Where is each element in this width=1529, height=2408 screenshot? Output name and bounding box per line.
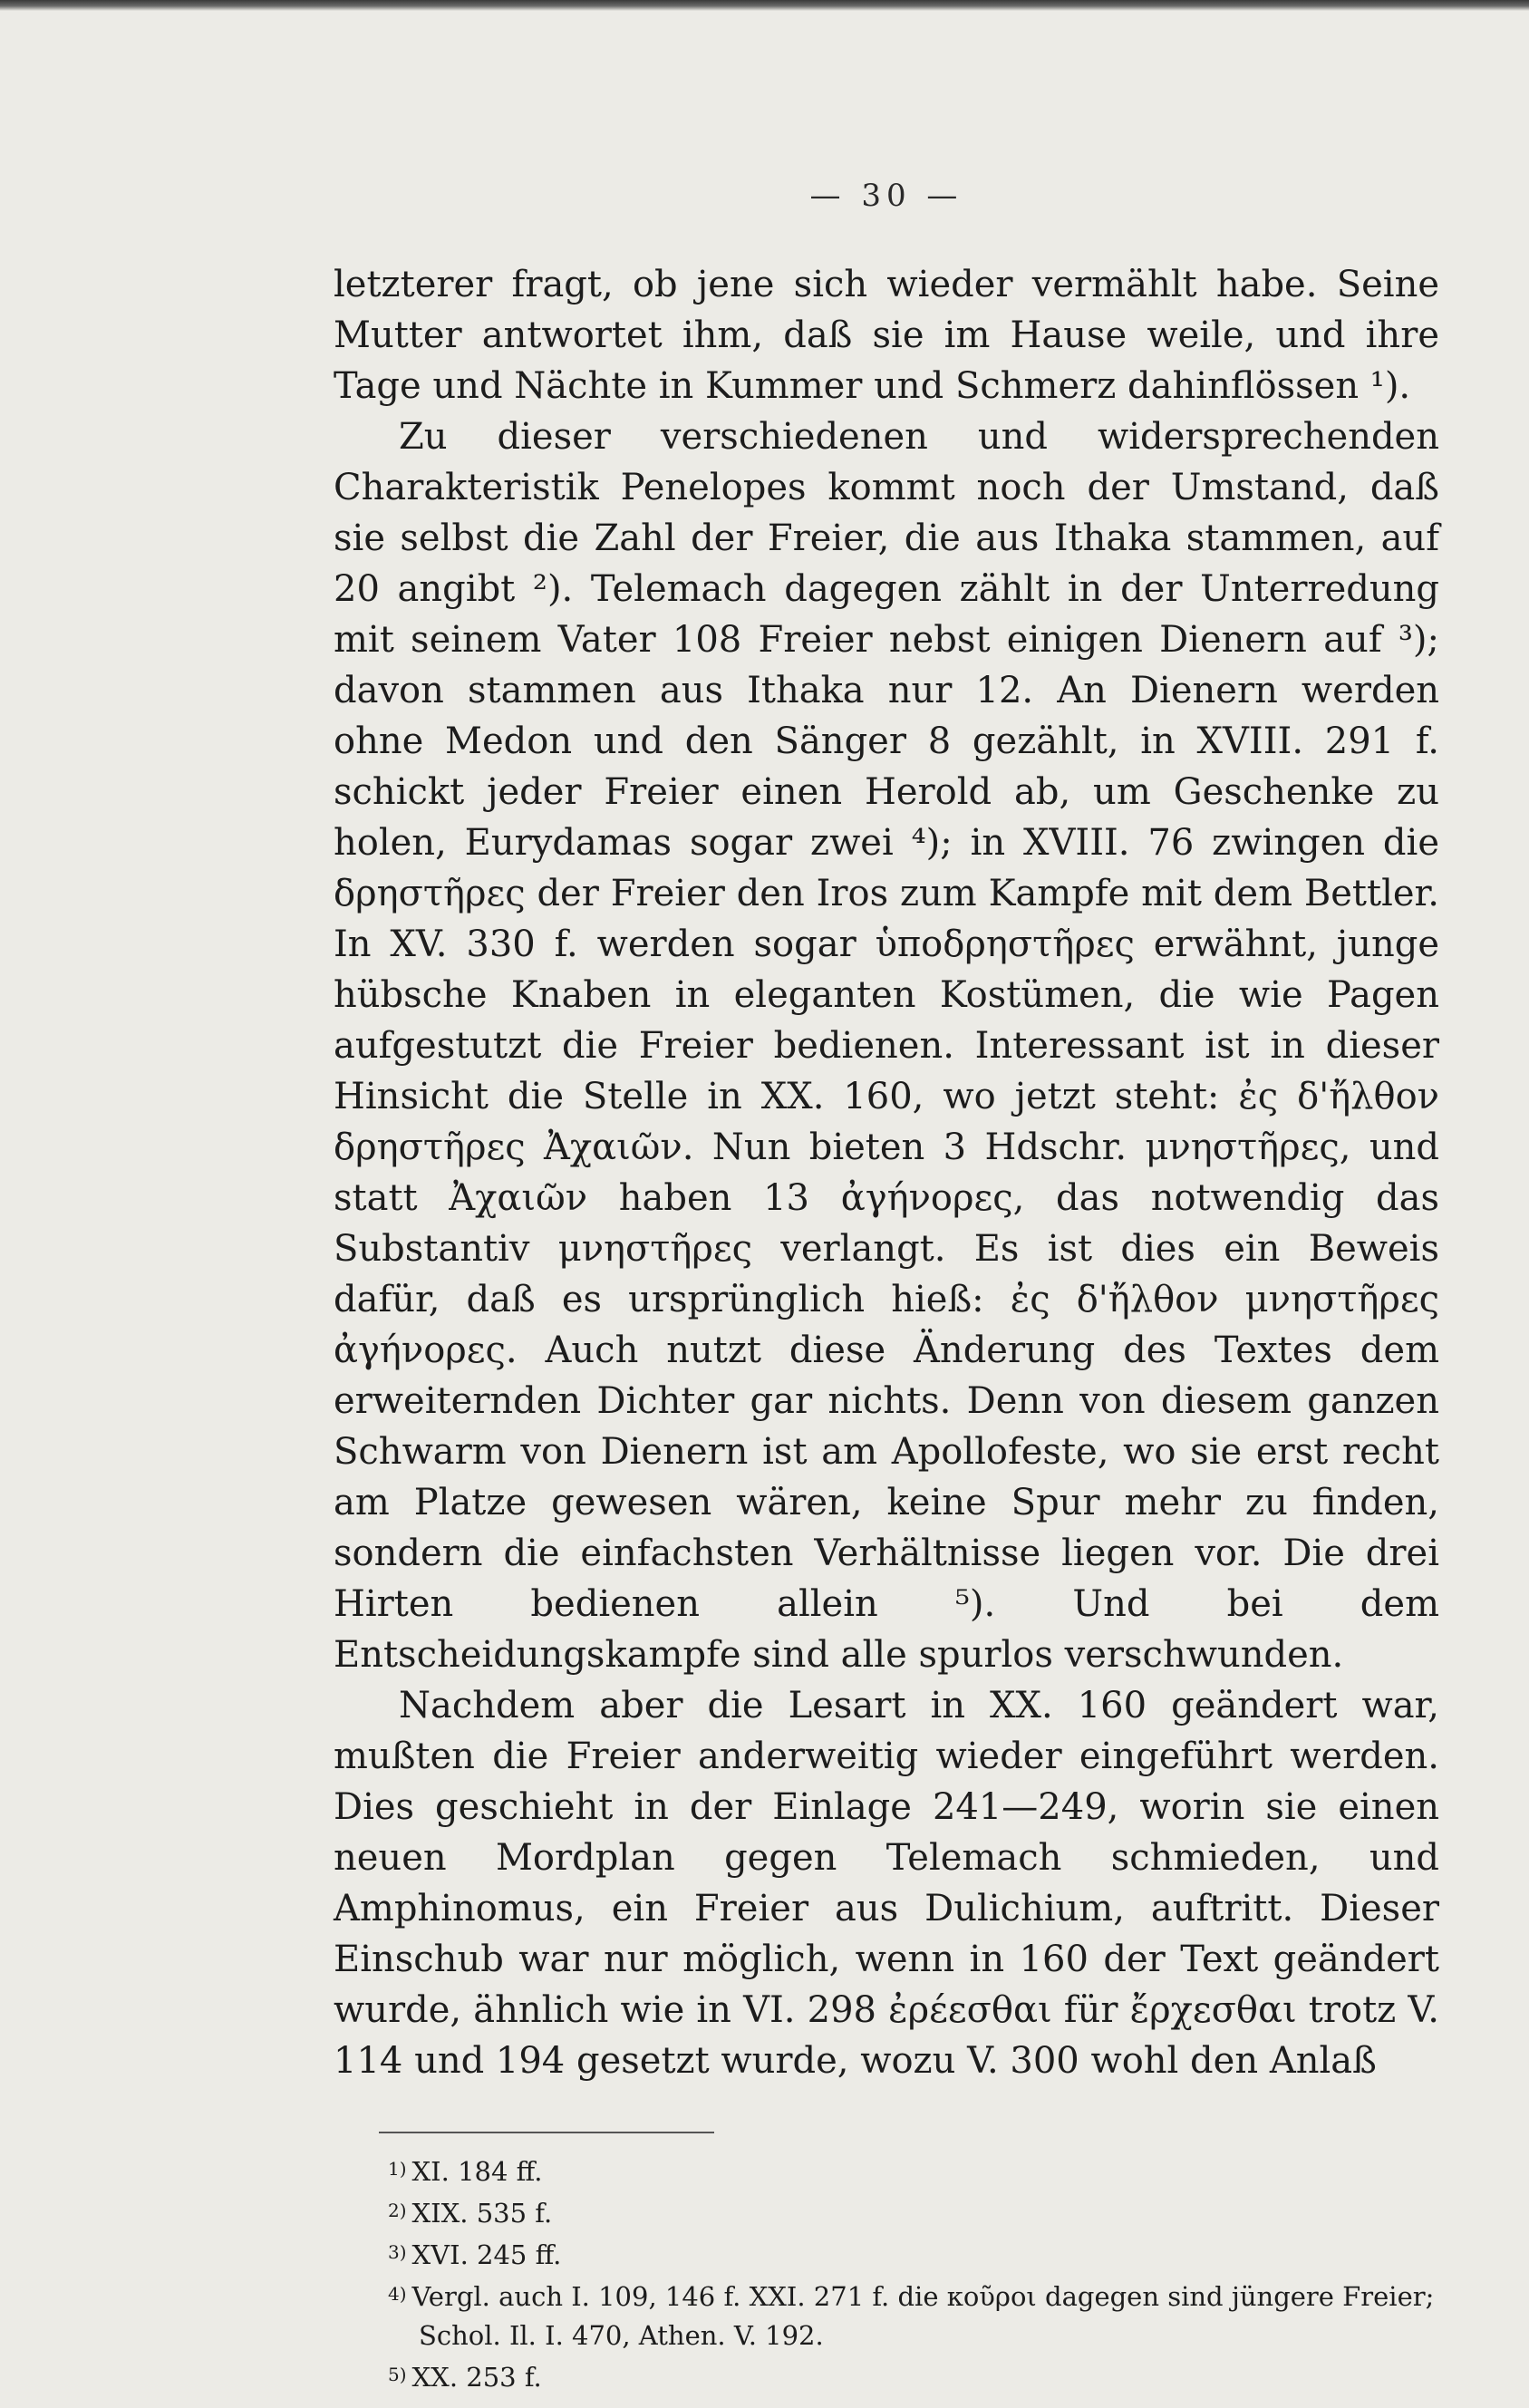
footnote-text: XX. 253 f. (411, 2362, 542, 2393)
footnote-text: XI. 184 ff. (411, 2156, 543, 2187)
page-number: — 30 — (809, 178, 963, 214)
footnote-5 (334, 2355, 1439, 2397)
paragraph-1: letzterer fragt, ob jene sich wieder vermählt habe. Seine Mutter antwortet ihm, daß sie im Hause weile, und ihre Tage und Nächte in Kummer und Schmerz dahinflössen ¹). (334, 264, 1439, 407)
paragraph-3: Nachdem aber die Lesart in XX. 160 geändert war, mußten die Freier anderweitig wieder eingeführt werden. Dies geschieht in der Einlage 241—249, worin sie einen neuen Mordplan gegen Telemach schmieden, und Amphinomus, ein Freier aus Dulichium, auftritt. Dieser Einschub war nur möglich, wenn in 160 der Text geändert wurde, ähnlich wie in VI. 298 ἐρέεσθαι für ἔρχεσθαι trotz V. 114 und 194 gesetzt wurde, wozu V. 300 wohl den Anlaß (334, 1685, 1439, 2082)
book-page (334, 178, 1439, 2397)
footnote-mark: 3) (388, 2241, 407, 2263)
footnote-mark: 1) (388, 2158, 407, 2180)
footnote-mark: 4) (388, 2283, 407, 2305)
page-top-edge (0, 0, 1529, 11)
footnote-mark: 5) (388, 2364, 407, 2385)
body-text (334, 259, 1439, 2086)
footnote-text: XVI. 245 ff. (411, 2239, 562, 2270)
paragraph-2: Zu dieser verschiedenen und widersprechenden Charakteristik Penelopes kommt noch der Umstand, daß sie selbst die Zahl der Freier, die aus Ithaka stammen, auf 20 angibt ²). Telemach dagegen zählt in der Unterredung mit seinem Vater 108 Freier nebst einigen Dienern auf ³); davon stammen aus Ithaka nur 12. An Dienern werden ohne Medon und den Sänger 8 gezählt, in XVIII. 291 f. schickt jeder Freier einen Herold ab, um Geschenke zu holen, Eurydamas sogar zwei ⁴); in XVIII. 76 zwingen die δρηστῆρες der Freier den Iros zum Kampfe mit dem Bettler. In XV. 330 f. werden sogar ὑποδρηστῆρες erwähnt, junge hübsche Knaben in eleganten Kostümen, die wie Pagen aufgestutzt die Freier bedienen. Interessant ist in dieser Hinsicht die Stelle in XX. 160, wo jetzt steht: ἐς δ'ἤλθον δρηστῆρες Ἀχαιῶν. Nun bieten 3 Hdschr. μνηστῆρες, und statt Ἀχαιῶν haben 13 ἀγήνορες, das notwendig das Substantiv μνηστῆρες verlangt. Es ist dies ein Beweis dafür, daß es ursprünglich hieß: ἐς δ'ἤλθον μνηστῆρες ἀγήνορες. Auch nutzt diese Änderung des Textes dem erweiternden Dichter gar nichts. Denn von diesem ganzen Schwarm von Dienern ist am Apollofeste, wo sie erst recht am Platze gewesen wären, keine Spur mehr zu finden, sondern die einfachsten Verhältnisse liegen vor. Die drei Hirten bedienen allein ⁵). Und bei dem Entscheidungskampfe sind alle spurlos verschwunden. (334, 416, 1439, 1676)
footnote-text: Vergl. auch I. 109, 146 f. XXI. 271 f. die κοῦροι dagegen sind jüngere Freier; Schol. Il. I. 470, Athen. V. 192. (411, 2281, 1435, 2351)
footnote-mark: 2) (388, 2200, 407, 2221)
footnote-2 (334, 2191, 1439, 2233)
footnote-separator (379, 2132, 714, 2133)
footnote-text: XIX. 535 f. (411, 2198, 553, 2229)
footnote-4 (334, 2275, 1439, 2355)
footnote-1 (334, 2150, 1439, 2191)
footnote-3 (334, 2233, 1439, 2275)
footnotes (334, 2150, 1439, 2397)
